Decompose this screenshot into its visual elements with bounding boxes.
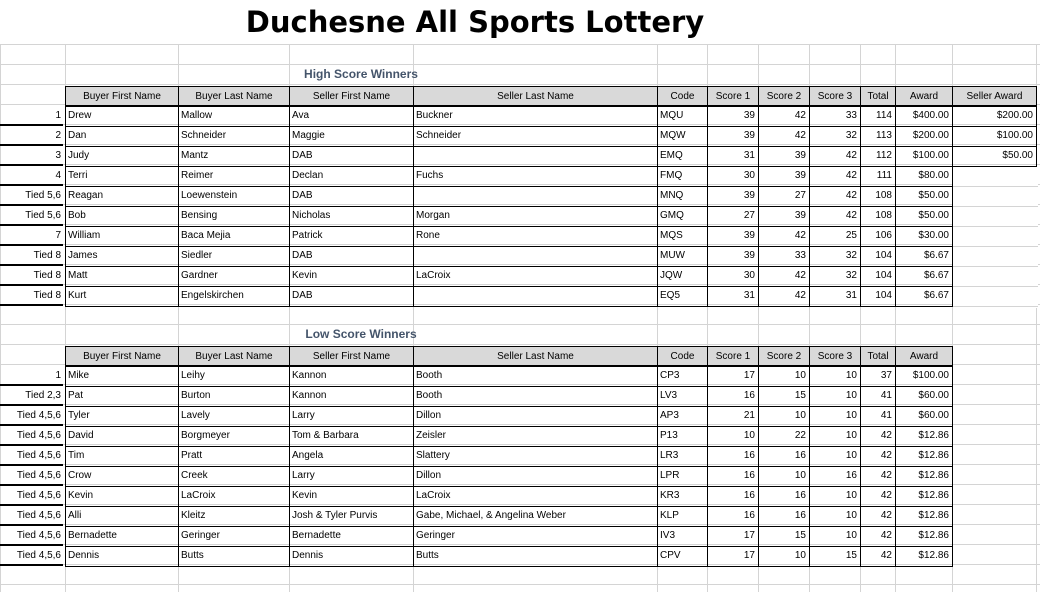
high-rank-cell[interactable]: Tied 8 xyxy=(33,270,61,281)
high-column-divider xyxy=(860,86,861,306)
low-cell-sf[interactable]: Larry xyxy=(292,410,315,421)
low-cell-s3[interactable]: 15 xyxy=(845,550,857,561)
low-cell-bf[interactable]: Tim xyxy=(68,450,85,461)
high-cell-s2[interactable]: 42 xyxy=(794,290,806,301)
high-cell-bl[interactable]: Gardner xyxy=(181,270,218,281)
low-cell-total[interactable]: 42 xyxy=(880,530,892,541)
low-cell-award[interactable]: $12.86 xyxy=(918,430,949,441)
low-cell-total[interactable]: 42 xyxy=(880,430,892,441)
low-rank-cell[interactable]: Tied 2,3 xyxy=(25,390,61,401)
high-cell-sf[interactable]: DAB xyxy=(292,190,313,201)
high-cell-s3[interactable]: 42 xyxy=(845,150,857,161)
low-cell-sf[interactable]: Kevin xyxy=(292,490,318,501)
high-cell-code[interactable]: MNQ xyxy=(660,190,684,201)
low-cell-code[interactable]: AP3 xyxy=(660,410,679,421)
high-cell-award[interactable]: $50.00 xyxy=(918,210,949,221)
low-row-divider xyxy=(65,526,952,527)
high-rank-cell[interactable]: 2 xyxy=(55,130,61,141)
high-cell-sl[interactable]: Schneider xyxy=(416,130,462,141)
low-cell-bf[interactable]: Dennis xyxy=(68,550,100,561)
low-header-bf: Buyer First Name xyxy=(65,346,178,366)
low-cell-s2[interactable]: 15 xyxy=(794,390,806,401)
low-cell-code[interactable]: LR3 xyxy=(660,450,679,461)
high-cell-bf[interactable]: Reagan xyxy=(68,190,104,201)
high-cell-sl[interactable]: Buckner xyxy=(416,110,453,121)
high-cell-sf[interactable]: Patrick xyxy=(292,230,323,241)
low-cell-bf[interactable]: Mike xyxy=(68,370,90,381)
low-rank-cell[interactable]: Tied 4,5,6 xyxy=(16,490,61,501)
high-cell-s2[interactable]: 42 xyxy=(794,230,806,241)
low-cell-s2[interactable]: 15 xyxy=(794,530,806,541)
low-cell-sl[interactable]: Butts xyxy=(416,550,439,561)
high-row-divider xyxy=(65,226,952,227)
high-cell-bl[interactable]: Bensing xyxy=(181,210,218,221)
low-cell-code[interactable]: LPR xyxy=(660,470,680,481)
low-column-divider xyxy=(707,346,708,566)
high-cell-sf[interactable]: Ava xyxy=(292,110,310,121)
high-cell-s2[interactable]: 39 xyxy=(794,150,806,161)
low-row-divider xyxy=(65,466,952,467)
gridline xyxy=(953,266,1038,267)
low-rank-cell[interactable]: Tied 4,5,6 xyxy=(16,530,61,541)
high-cell-bf[interactable]: Terri xyxy=(68,170,88,181)
high-column-divider xyxy=(758,86,759,306)
low-cell-s2[interactable]: 10 xyxy=(794,550,806,561)
high-cell-total[interactable]: 108 xyxy=(875,210,892,221)
low-cell-s3[interactable]: 10 xyxy=(845,490,857,501)
high-cell-award[interactable]: $400.00 xyxy=(912,110,949,121)
low-cell-s1[interactable]: 21 xyxy=(743,410,755,421)
high-cell-award[interactable]: $50.00 xyxy=(918,190,949,201)
high-cell-award[interactable]: $30.00 xyxy=(918,230,949,241)
high-cell-code[interactable]: JQW xyxy=(660,270,683,281)
high-row-divider xyxy=(65,186,952,187)
low-row-divider xyxy=(65,426,952,427)
low-cell-bl[interactable]: Burton xyxy=(181,390,211,401)
low-rank-cell[interactable]: Tied 4,5,6 xyxy=(16,450,61,461)
low-column-divider xyxy=(289,346,290,566)
high-cell-s3[interactable]: 25 xyxy=(845,230,857,241)
high-cell-s1[interactable]: 39 xyxy=(743,130,755,141)
high-cell-seller_award[interactable]: $200.00 xyxy=(996,110,1033,121)
low-cell-total[interactable]: 42 xyxy=(880,450,892,461)
low-cell-award[interactable]: $12.86 xyxy=(918,510,949,521)
low-cell-s2[interactable]: 10 xyxy=(794,370,806,381)
high-cell-code[interactable]: FMQ xyxy=(660,170,683,181)
high-cell-sl[interactable] xyxy=(413,186,657,206)
high-cell-sf[interactable]: Nicholas xyxy=(292,210,331,221)
high-column-divider xyxy=(178,86,179,306)
low-header-s3: Score 3 xyxy=(809,346,860,366)
low-cell-bl[interactable]: Butts xyxy=(181,550,204,561)
low-cell-bl[interactable]: Geringer xyxy=(181,530,220,541)
high-cell-s3[interactable]: 32 xyxy=(845,130,857,141)
low-cell-award[interactable]: $100.00 xyxy=(912,370,949,381)
gridline xyxy=(953,246,1038,247)
high-cell-total[interactable]: 112 xyxy=(876,150,892,161)
high-cell-sl[interactable]: LaCroix xyxy=(416,270,451,281)
high-cell-award[interactable]: $100.00 xyxy=(912,150,949,161)
high-cell-bl[interactable]: Mallow xyxy=(181,110,213,121)
low-cell-bl[interactable]: Lavely xyxy=(181,410,210,421)
gridline xyxy=(953,286,1038,287)
high-cell-bf[interactable]: Matt xyxy=(68,270,88,281)
high-cell-s3[interactable]: 32 xyxy=(845,270,857,281)
high-cell-s3[interactable]: 32 xyxy=(845,250,857,261)
low-row-divider xyxy=(65,506,952,507)
low-cell-bl[interactable]: LaCroix xyxy=(181,490,216,501)
high-row-divider xyxy=(65,246,952,247)
high-column-divider xyxy=(657,86,658,306)
high-cell-total[interactable]: 104 xyxy=(875,270,892,281)
high-cell-s1[interactable]: 30 xyxy=(743,170,755,181)
high-cell-sf[interactable]: Maggie xyxy=(292,130,325,141)
high-cell-sf[interactable]: Kevin xyxy=(292,270,318,281)
low-cell-s3[interactable]: 10 xyxy=(845,530,857,541)
high-cell-sf[interactable]: DAB xyxy=(292,290,313,301)
low-column-divider xyxy=(178,346,179,566)
low-cell-award[interactable]: $60.00 xyxy=(918,390,949,401)
low-row-divider xyxy=(65,386,952,387)
low-column-divider xyxy=(895,346,896,566)
low-cell-s1[interactable]: 16 xyxy=(743,450,755,461)
low-header-total: Total xyxy=(860,346,895,366)
low-cell-sl[interactable]: LaCroix xyxy=(416,490,451,501)
low-row-divider xyxy=(65,486,952,487)
high-column-divider xyxy=(707,86,708,306)
low-cell-s2[interactable]: 10 xyxy=(794,470,806,481)
high-header-s3: Score 3 xyxy=(809,86,860,106)
high-cell-total[interactable]: 114 xyxy=(876,110,892,121)
low-cell-award[interactable]: $12.86 xyxy=(918,470,949,481)
high-cell-bf[interactable]: Bob xyxy=(68,210,86,221)
low-cell-s2[interactable]: 16 xyxy=(794,490,806,501)
high-cell-award[interactable]: $6.67 xyxy=(923,290,949,301)
low-cell-bl[interactable]: Creek xyxy=(181,470,208,481)
high-cell-bl[interactable]: Siedler xyxy=(181,250,213,261)
low-cell-s1[interactable]: 17 xyxy=(743,530,755,541)
low-cell-s2[interactable]: 22 xyxy=(794,430,806,441)
high-header-code: Code xyxy=(657,86,707,106)
high-rank-cell[interactable]: Tied 5,6 xyxy=(25,190,61,201)
low-cell-s3[interactable]: 16 xyxy=(845,470,857,481)
low-cell-sl[interactable]: Booth xyxy=(416,390,443,401)
low-cell-bf[interactable]: David xyxy=(68,430,94,441)
high-cell-sl[interactable]: Rone xyxy=(416,230,440,241)
low-cell-bl[interactable]: Borgmeyer xyxy=(181,430,230,441)
high-rank-cell[interactable]: 7 xyxy=(55,230,61,241)
low-cell-sf[interactable]: Kannon xyxy=(292,370,327,381)
low-cell-code[interactable]: P13 xyxy=(660,430,678,441)
high-header-bl: Buyer Last Name xyxy=(178,86,289,106)
high-cell-s3[interactable]: 33 xyxy=(845,110,857,121)
high-cell-s1[interactable]: 39 xyxy=(743,110,755,121)
high-cell-s3[interactable]: 42 xyxy=(845,170,857,181)
high-header-total: Total xyxy=(860,86,895,106)
low-cell-sl[interactable]: Dillon xyxy=(416,470,442,481)
high-header-bf: Buyer First Name xyxy=(65,86,178,106)
low-cell-sl[interactable]: Slattery xyxy=(416,450,450,461)
high-rank-cell[interactable]: 3 xyxy=(55,150,61,161)
high-cell-award[interactable]: $6.67 xyxy=(923,270,949,281)
low-cell-s3[interactable]: 10 xyxy=(845,410,857,421)
low-cell-sl[interactable]: Booth xyxy=(416,370,443,381)
high-cell-s2[interactable]: 42 xyxy=(794,270,806,281)
high-cell-bl[interactable]: Mantz xyxy=(181,150,209,161)
low-header-sf: Seller First Name xyxy=(289,346,413,366)
low-cell-s3[interactable]: 10 xyxy=(845,370,857,381)
low-cell-award[interactable]: $12.86 xyxy=(918,530,949,541)
gridline xyxy=(953,206,1038,207)
low-rank-cell[interactable]: Tied 4,5,6 xyxy=(16,410,61,421)
low-cell-bf[interactable]: Bernadette xyxy=(68,530,117,541)
high-cell-s2[interactable]: 33 xyxy=(794,250,806,261)
high-cell-bf[interactable]: William xyxy=(68,230,101,241)
low-cell-award[interactable]: $12.86 xyxy=(918,490,949,501)
high-cell-award[interactable]: $6.67 xyxy=(923,250,949,261)
low-row-divider xyxy=(65,406,952,407)
low-cell-code[interactable]: KLP xyxy=(660,510,679,521)
low-cell-sf[interactable]: Tom & Barbara xyxy=(292,430,359,441)
low-cell-bf[interactable]: Crow xyxy=(68,470,92,481)
low-cell-total[interactable]: 41 xyxy=(880,410,892,421)
high-cell-s1[interactable]: 31 xyxy=(743,150,755,161)
low-cell-total[interactable]: 42 xyxy=(880,470,892,481)
low-cell-s3[interactable]: 10 xyxy=(845,450,857,461)
low-rank-cell[interactable]: Tied 4,5,6 xyxy=(16,510,61,521)
high-cell-total[interactable]: 113 xyxy=(876,130,892,141)
low-header-s2: Score 2 xyxy=(758,346,809,366)
rank-underline xyxy=(0,304,63,306)
low-cell-bf[interactable]: Pat xyxy=(68,390,84,401)
low-cell-total[interactable]: 37 xyxy=(880,370,892,381)
low-cell-s1[interactable]: 10 xyxy=(743,430,755,441)
low-column-divider xyxy=(809,346,810,566)
low-cell-code[interactable]: CPV xyxy=(660,550,681,561)
high-cell-s3[interactable]: 31 xyxy=(845,290,857,301)
low-row-divider xyxy=(65,546,952,547)
low-cell-s1[interactable]: 16 xyxy=(743,390,755,401)
high-cell-s2[interactable]: 39 xyxy=(794,210,806,221)
high-cell-bf[interactable]: Kurt xyxy=(68,290,87,301)
high-cell-sl[interactable]: Morgan xyxy=(416,210,450,221)
high-cell-s1[interactable]: 39 xyxy=(743,250,755,261)
high-cell-total[interactable]: 108 xyxy=(875,190,892,201)
high-header-s2: Score 2 xyxy=(758,86,809,106)
high-cell-bf[interactable]: Judy xyxy=(68,150,90,161)
low-cell-s1[interactable]: 17 xyxy=(743,370,755,381)
low-cell-total[interactable]: 41 xyxy=(880,390,892,401)
high-row-divider xyxy=(65,206,952,207)
low-row-divider xyxy=(65,446,952,447)
high-row-divider xyxy=(65,146,1036,147)
low-cell-s2[interactable]: 16 xyxy=(794,510,806,521)
low-cell-award[interactable]: $60.00 xyxy=(918,410,949,421)
high-rank-cell[interactable]: 4 xyxy=(55,170,61,181)
low-cell-s3[interactable]: 10 xyxy=(845,430,857,441)
high-cell-bf[interactable]: Drew xyxy=(68,110,92,121)
high-column-divider xyxy=(895,86,896,306)
high-cell-award[interactable]: $200.00 xyxy=(912,130,949,141)
low-column-divider xyxy=(413,346,414,566)
high-row-divider xyxy=(65,106,1036,107)
low-cell-bf[interactable]: Kevin xyxy=(68,490,94,501)
high-cell-sf[interactable]: DAB xyxy=(292,250,313,261)
high-cell-bl[interactable]: Reimer xyxy=(181,170,214,181)
high-rank-cell[interactable]: 1 xyxy=(55,110,61,121)
low-cell-sf[interactable]: Kannon xyxy=(292,390,327,401)
high-cell-s1[interactable]: 27 xyxy=(743,210,755,221)
low-cell-s3[interactable]: 10 xyxy=(845,390,857,401)
high-cell-code[interactable]: EMQ xyxy=(660,150,683,161)
high-cell-bf[interactable]: Dan xyxy=(68,130,87,141)
gridline xyxy=(953,226,1038,227)
low-cell-s1[interactable]: 17 xyxy=(743,550,755,561)
low-cell-bl[interactable]: Leihy xyxy=(181,370,205,381)
low-header-s1: Score 1 xyxy=(707,346,758,366)
low-cell-sl[interactable]: Gabe, Michael, & Angelina Weber xyxy=(416,510,566,521)
low-cell-code[interactable]: KR3 xyxy=(660,490,680,501)
high-cell-s1[interactable]: 31 xyxy=(743,290,755,301)
gridline xyxy=(953,306,1038,307)
high-row-divider xyxy=(65,266,952,267)
high-cell-seller_award[interactable]: $50.00 xyxy=(1002,150,1033,161)
high-rank-cell[interactable]: Tied 5,6 xyxy=(25,210,61,221)
low-cell-s2[interactable]: 10 xyxy=(794,410,806,421)
high-column-divider xyxy=(413,86,414,306)
high-cell-sf[interactable]: DAB xyxy=(292,150,313,161)
high-cell-total[interactable]: 111 xyxy=(876,170,892,181)
high-cell-code[interactable]: MQS xyxy=(660,230,683,241)
low-cell-sf[interactable]: Dennis xyxy=(292,550,324,561)
low-cell-code[interactable]: CP3 xyxy=(660,370,680,381)
high-cell-total[interactable]: 104 xyxy=(875,250,892,261)
page-title: Duchesne All Sports Lottery xyxy=(245,5,705,39)
high-cell-sl[interactable]: Fuchs xyxy=(416,170,444,181)
high-cell-s1[interactable]: 39 xyxy=(743,230,755,241)
high-cell-code[interactable]: MQU xyxy=(660,110,684,121)
high-column-divider xyxy=(289,86,290,306)
low-cell-total[interactable]: 42 xyxy=(880,510,892,521)
high-cell-s2[interactable]: 27 xyxy=(794,190,806,201)
gridline xyxy=(953,186,1038,187)
low-cell-sf[interactable]: Bernadette xyxy=(292,530,341,541)
low-cell-bf[interactable]: Alli xyxy=(68,510,82,521)
high-cell-s2[interactable]: 42 xyxy=(794,110,806,121)
high-row-divider xyxy=(65,306,952,307)
high-row-divider xyxy=(65,126,1036,127)
high-rank-cell[interactable]: Tied 8 xyxy=(33,250,61,261)
low-header-award: Award xyxy=(895,346,953,366)
high-cell-bl[interactable]: Baca Mejia xyxy=(181,230,231,241)
low-cell-sf[interactable]: Angela xyxy=(292,450,324,461)
high-header-award: Award xyxy=(895,86,952,106)
high-cell-s3[interactable]: 42 xyxy=(845,190,857,201)
low-cell-total[interactable]: 42 xyxy=(880,490,892,501)
low-cell-s1[interactable]: 16 xyxy=(743,510,755,521)
low-rank-cell[interactable]: Tied 4,5,6 xyxy=(16,550,61,561)
low-cell-s1[interactable]: 16 xyxy=(743,470,755,481)
low-cell-s3[interactable]: 10 xyxy=(845,510,857,521)
low-cell-bf[interactable]: Tyler xyxy=(68,410,90,421)
high-cell-s2[interactable]: 42 xyxy=(794,130,806,141)
high-cell-bl[interactable]: Loewenstein xyxy=(181,190,238,201)
high-cell-sl[interactable] xyxy=(413,286,657,306)
high-cell-s1[interactable]: 39 xyxy=(743,190,755,201)
high-row-divider xyxy=(65,286,952,287)
high-cell-seller_award[interactable]: $100.00 xyxy=(996,130,1033,141)
low-column-divider xyxy=(758,346,759,566)
high-column-divider xyxy=(809,86,810,306)
low-cell-code[interactable]: IV3 xyxy=(660,530,676,541)
low-cell-sf[interactable]: Larry xyxy=(292,470,315,481)
high-cell-s2[interactable]: 39 xyxy=(794,170,806,181)
low-cell-bl[interactable]: Pratt xyxy=(181,450,203,461)
high-header-s1: Score 1 xyxy=(707,86,758,106)
low-cell-award[interactable]: $12.86 xyxy=(918,550,949,561)
high-cell-bf[interactable]: James xyxy=(68,250,98,261)
high-header-sl: Seller Last Name xyxy=(413,86,657,106)
high-cell-code[interactable]: EQ5 xyxy=(660,290,681,301)
low-rank-cell[interactable]: 1 xyxy=(55,370,61,381)
high-row-divider xyxy=(65,166,1036,167)
high-cell-bl[interactable]: Engelskirchen xyxy=(181,290,244,301)
low-column-divider xyxy=(657,346,658,566)
low-header-sl: Seller Last Name xyxy=(413,346,657,366)
rank-underline xyxy=(0,564,63,566)
low-cell-s1[interactable]: 16 xyxy=(743,490,755,501)
high-cell-award[interactable]: $80.00 xyxy=(918,170,949,181)
high-header-sf: Seller First Name xyxy=(289,86,413,106)
low-row-divider xyxy=(65,366,952,367)
high-cell-s3[interactable]: 42 xyxy=(845,210,857,221)
low-cell-sl[interactable]: Dillon xyxy=(416,410,442,421)
high-cell-code[interactable]: MUW xyxy=(660,250,685,261)
low-row-divider xyxy=(65,566,952,567)
low-cell-bl[interactable]: Kleitz xyxy=(181,510,206,521)
high-cell-total[interactable]: 106 xyxy=(875,230,892,241)
low-header-code: Code xyxy=(657,346,707,366)
high-cell-code[interactable]: GMQ xyxy=(660,210,684,221)
low-cell-total[interactable]: 42 xyxy=(880,550,892,561)
low-cell-sl[interactable]: Geringer xyxy=(416,530,455,541)
high-header-seller_award: Seller Award xyxy=(952,86,1037,106)
low-rank-cell[interactable]: Tied 4,5,6 xyxy=(16,430,61,441)
high-score-section-title: High Score Winners xyxy=(304,67,418,81)
high-cell-total[interactable]: 104 xyxy=(875,290,892,301)
high-cell-bl[interactable]: Schneider xyxy=(181,130,227,141)
high-cell-sl[interactable] xyxy=(413,146,657,166)
low-score-section-title: Low Score Winners xyxy=(305,327,417,341)
low-column-divider xyxy=(860,346,861,566)
low-cell-sl[interactable]: Zeisler xyxy=(416,430,447,441)
low-header-bl: Buyer Last Name xyxy=(178,346,289,366)
low-rank-cell[interactable]: Tied 4,5,6 xyxy=(16,470,61,481)
low-cell-sf[interactable]: Josh & Tyler Purvis xyxy=(292,510,378,521)
high-cell-s1[interactable]: 30 xyxy=(743,270,755,281)
low-cell-award[interactable]: $12.86 xyxy=(918,450,949,461)
high-cell-sf[interactable]: Declan xyxy=(292,170,324,181)
low-cell-s2[interactable]: 16 xyxy=(794,450,806,461)
low-cell-code[interactable]: LV3 xyxy=(660,390,678,401)
high-rank-cell[interactable]: Tied 8 xyxy=(33,290,61,301)
high-cell-code[interactable]: MQW xyxy=(660,130,686,141)
high-cell-sl[interactable] xyxy=(413,246,657,266)
